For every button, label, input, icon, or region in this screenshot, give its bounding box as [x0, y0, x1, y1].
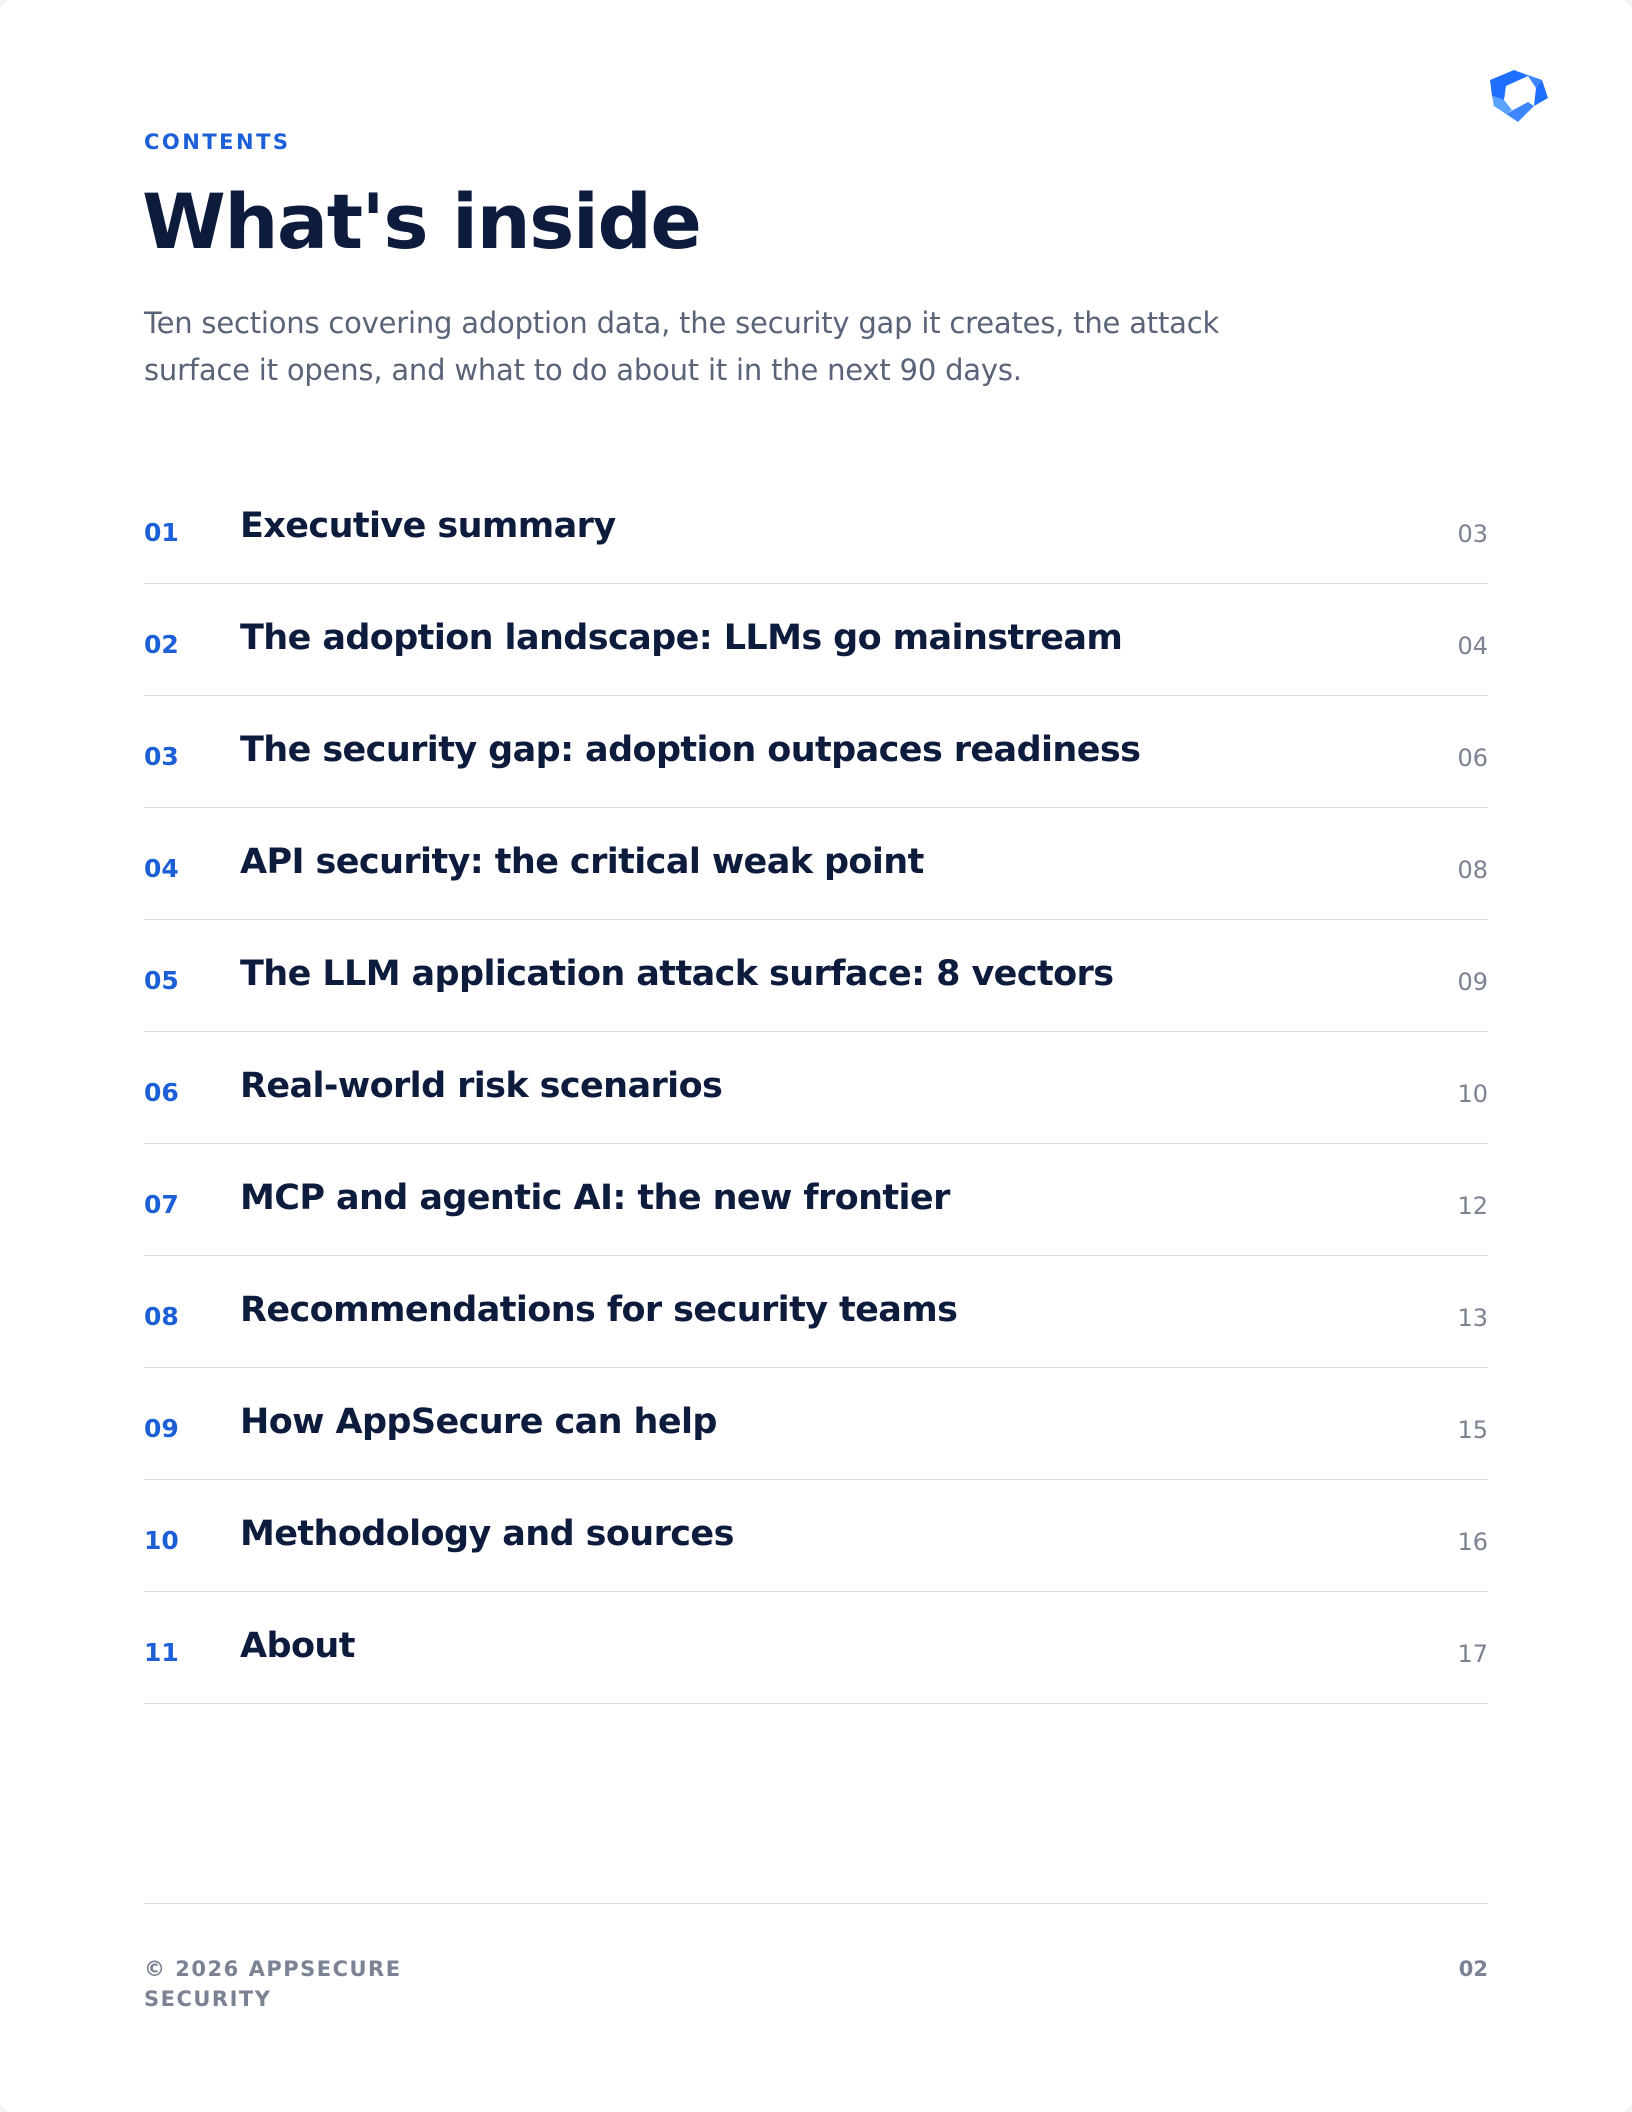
toc-item-number: 05: [144, 966, 179, 995]
table-of-contents: [144, 472, 1488, 1704]
toc-item-number: 03: [144, 742, 179, 771]
toc-item-number: 07: [144, 1190, 179, 1219]
toc-item-label: API security: the critical weak point: [240, 842, 924, 882]
toc-item-label: The LLM application attack surface: 8 vectors: [240, 954, 1114, 994]
toc-item-number: 09: [144, 1414, 179, 1443]
toc-item-label: Methodology and sources: [240, 1514, 734, 1554]
toc-item-label: Real-world risk scenarios: [240, 1066, 723, 1106]
toc-item-page: 12: [1457, 1192, 1488, 1220]
toc-item-number: 04: [144, 854, 179, 883]
toc-item-page: 16: [1457, 1528, 1488, 1556]
toc-item-api-security[interactable]: [144, 808, 1488, 920]
toc-item-page: 06: [1457, 744, 1488, 772]
footer-copyright-line1: © 2026 APPSECURE: [144, 1957, 402, 1981]
toc-item-page: 13: [1457, 1304, 1488, 1332]
toc-item-page: 15: [1457, 1416, 1488, 1444]
toc-item-number: 02: [144, 630, 179, 659]
toc-item-risk-scenarios[interactable]: [144, 1032, 1488, 1144]
toc-item-page: 08: [1457, 856, 1488, 884]
toc-item-label: Executive summary: [240, 506, 616, 546]
toc-item-methodology[interactable]: [144, 1480, 1488, 1592]
toc-item-executive-summary[interactable]: [144, 472, 1488, 584]
toc-item-label: About: [240, 1626, 355, 1666]
toc-item-how-appsecure-can-help[interactable]: [144, 1368, 1488, 1480]
toc-item-label: The security gap: adoption outpaces readiness: [240, 730, 1141, 770]
toc-item-about[interactable]: [144, 1592, 1488, 1704]
toc-item-number: 01: [144, 518, 179, 547]
footer-copyright: [144, 1954, 404, 2014]
toc-item-adoption-landscape[interactable]: [144, 584, 1488, 696]
toc-item-mcp-agentic-ai[interactable]: [144, 1144, 1488, 1256]
toc-item-label: Recommendations for security teams: [240, 1290, 958, 1330]
page-title: What's inside: [142, 177, 701, 266]
toc-item-attack-surface[interactable]: [144, 920, 1488, 1032]
footer-page-number: 02: [1458, 1957, 1488, 1981]
toc-item-page: 09: [1457, 968, 1488, 996]
toc-item-recommendations[interactable]: [144, 1256, 1488, 1368]
toc-item-number: 10: [144, 1526, 179, 1555]
toc-item-label: How AppSecure can help: [240, 1402, 717, 1442]
appsecure-logo-icon: [1484, 66, 1552, 126]
footer-divider: [144, 1903, 1488, 1904]
toc-item-security-gap[interactable]: [144, 696, 1488, 808]
footer-copyright-line2: SECURITY: [144, 1987, 272, 2011]
toc-item-number: 11: [144, 1638, 179, 1667]
toc-item-label: The adoption landscape: LLMs go mainstream: [240, 618, 1123, 658]
toc-item-page: 03: [1457, 520, 1488, 548]
toc-item-page: 17: [1457, 1640, 1488, 1668]
section-eyebrow: CONTENTS: [144, 130, 291, 154]
toc-item-number: 08: [144, 1302, 179, 1331]
page-subtitle: Ten sections covering adoption data, the security gap it creates, the attack surface it opens, and what to do about it in the next 90 days.: [144, 306, 1220, 387]
toc-item-page: 04: [1457, 632, 1488, 660]
toc-item-label: MCP and agentic AI: the new frontier: [240, 1178, 950, 1218]
toc-item-number: 06: [144, 1078, 179, 1107]
toc-item-page: 10: [1457, 1080, 1488, 1108]
